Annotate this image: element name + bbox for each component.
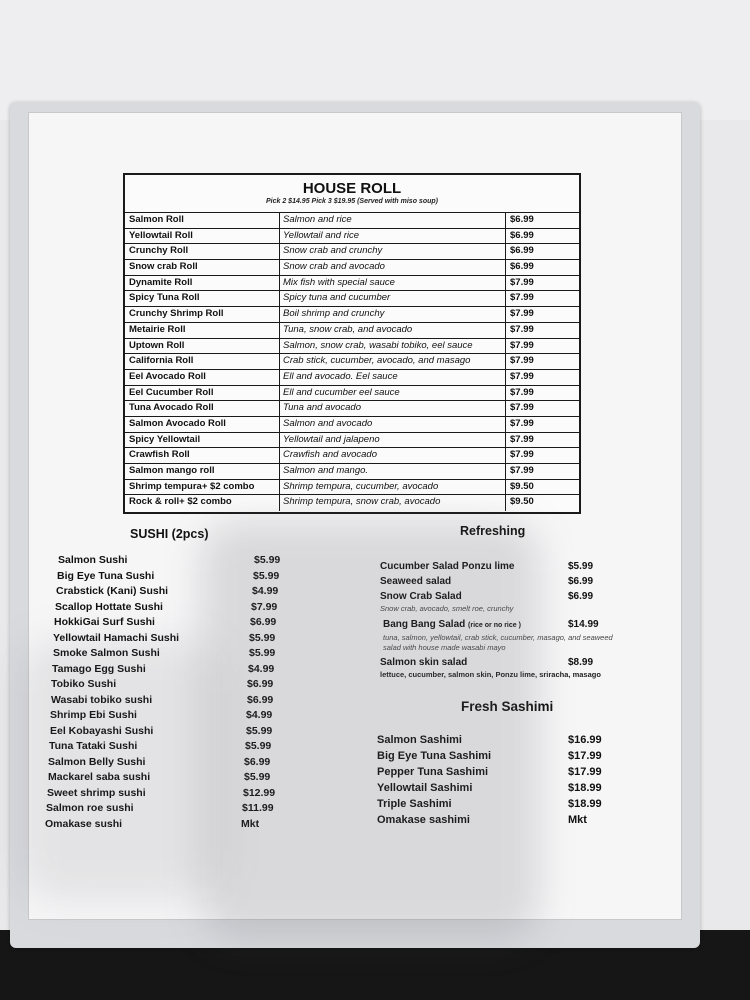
roll-description: Ell and cucumber eel sauce	[280, 386, 506, 401]
table-row	[125, 354, 579, 370]
item-price: $18.99	[568, 782, 602, 794]
refreshing-title: Refreshing	[460, 524, 526, 538]
roll-name: Uptown Roll	[125, 339, 280, 354]
item-tag: (rice or no rice )	[468, 622, 521, 629]
item-price: $16.99	[568, 734, 602, 746]
roll-description: Boil shrimp and crunchy	[280, 307, 506, 322]
item-price: $5.99	[253, 569, 280, 582]
table-row	[125, 339, 579, 355]
roll-name: Tuna Avocado Roll	[125, 401, 280, 416]
roll-description: Salmon and mango.	[280, 464, 506, 479]
item-price: $17.99	[568, 750, 602, 762]
item-price: $5.99	[568, 561, 594, 572]
item-price: $5.99	[254, 554, 281, 566]
sushi-title: SUSHI (2pcs)	[130, 527, 209, 541]
roll-description: Crab stick, cucumber, avocado, and masago	[280, 354, 506, 369]
item-name: Triple Sashimi	[377, 798, 452, 810]
item-name: Big Eye Tuna Sashimi	[377, 750, 492, 762]
roll-name: Salmon Roll	[125, 213, 280, 228]
roll-price: $7.99	[510, 433, 534, 445]
roll-name: Crunchy Shrimp Roll	[125, 307, 280, 322]
item-price: $6.99	[244, 755, 271, 768]
roll-description: Spicy tuna and cucumber	[280, 291, 506, 306]
roll-name: Salmon Avocado Roll	[125, 417, 280, 432]
item-name: Yellowtail Hamachi Sushi	[53, 631, 180, 644]
roll-price: $6.99	[510, 261, 534, 273]
house-roll-rows	[125, 213, 579, 511]
item-price: $7.99	[251, 600, 278, 613]
item-name: Sweet shrimp sushi	[47, 786, 146, 799]
roll-description: Tuna, snow crab, and avocado	[280, 323, 506, 338]
roll-price: $7.99	[510, 323, 534, 335]
item-price: $4.99	[252, 585, 279, 597]
item-name: Tobiko Sushi	[51, 678, 117, 690]
roll-description: Snow crab and avocado	[280, 260, 506, 275]
item-name: Omakase sashimi	[377, 814, 470, 826]
item-price: Mkt	[568, 814, 587, 826]
item-name: Salmon skin salad	[380, 657, 468, 668]
item-name: Big Eye Tuna Sushi	[57, 569, 155, 582]
item-name: Seaweed salad	[380, 576, 452, 587]
house-roll-subtitle: Pick 2 $14.95 Pick 3 $19.95 (Served with miso soup)	[266, 198, 438, 205]
item-price: $6.99	[250, 616, 277, 628]
roll-description: Crawfish and avocado	[280, 448, 506, 463]
roll-name: Shrimp tempura+ $2 combo	[125, 480, 280, 495]
item-name: Shrimp Ebi Sushi	[50, 709, 137, 721]
item-name: Smoke Salmon Sushi	[53, 647, 160, 659]
item-price: $4.99	[246, 709, 273, 721]
item-name: Salmon Belly Sushi	[48, 755, 146, 768]
table-row	[125, 260, 579, 276]
roll-price: $7.99	[510, 465, 534, 476]
house-roll-table	[123, 173, 581, 514]
item-name: Salmon roe sushi	[46, 802, 134, 814]
table-row	[125, 433, 579, 449]
item-price: $6.99	[247, 678, 274, 690]
roll-description: Salmon and rice	[280, 213, 506, 228]
roll-price: $7.99	[510, 370, 534, 382]
roll-price: $7.99	[510, 308, 534, 320]
item-name: Bang Bang Salad	[383, 619, 466, 630]
roll-name: Eel Avocado Roll	[125, 370, 280, 385]
item-price: $5.99	[246, 724, 273, 737]
item-name: Tuna Tataki Sushi	[49, 740, 138, 752]
roll-name: Metairie Roll	[125, 323, 280, 338]
roll-name: Eel Cucumber Roll	[125, 386, 280, 401]
item-name: Crabstick (Kani) Sushi	[56, 585, 169, 597]
item-price: $6.99	[568, 576, 594, 587]
item-price: $5.99	[249, 647, 276, 659]
roll-description: Mix fish with special sauce	[280, 276, 506, 291]
table-row	[125, 276, 579, 292]
table-row	[125, 229, 579, 245]
item-name: Omakase sushi	[45, 817, 123, 830]
roll-name: Crunchy Roll	[125, 244, 280, 259]
item-price: $5.99	[244, 771, 271, 783]
item-price: $5.99	[245, 740, 272, 752]
roll-price: $6.99	[510, 214, 534, 225]
roll-price: $7.99	[510, 402, 534, 414]
item-name: Scallop Hottate Sushi	[55, 600, 163, 613]
roll-price: $7.99	[510, 386, 534, 398]
table-row	[125, 291, 579, 307]
roll-description: Salmon and avocado	[280, 417, 506, 432]
roll-price: $7.99	[510, 355, 534, 367]
roll-price: $6.99	[510, 229, 534, 241]
roll-name: Dynamite Roll	[125, 276, 280, 291]
item-name: Tamago Egg Sushi	[52, 662, 146, 675]
table-row	[125, 401, 579, 417]
sashimi-title: Fresh Sashimi	[461, 699, 554, 714]
roll-description: Shrimp tempura, snow crab, avocado	[280, 495, 506, 511]
roll-price: $7.99	[510, 276, 534, 288]
roll-description: Yellowtail and jalapeno	[280, 433, 506, 448]
item-price: $5.99	[249, 631, 276, 644]
item-price: $8.99	[568, 657, 594, 668]
item-price: Mkt	[241, 817, 260, 830]
item-description: Snow crab, avocado, smelt roe, crunchy	[380, 604, 514, 613]
item-name: Wasabi tobiko sushi	[51, 693, 153, 706]
item-name: Pepper Tuna Sashimi	[377, 766, 489, 778]
roll-description: Ell and avocado. Eel sauce	[280, 370, 506, 385]
table-row	[125, 464, 579, 480]
table-row	[125, 386, 579, 402]
table-row	[125, 417, 579, 433]
item-price: $17.99	[568, 766, 602, 778]
roll-price: $7.99	[510, 417, 534, 429]
item-price: $4.99	[248, 662, 275, 675]
item-price: $6.99	[247, 693, 274, 706]
item-name: Salmon Sashimi	[377, 734, 462, 746]
item-price: $6.99	[568, 591, 594, 602]
item-description: tuna, salmon, yellowtail, crab stick, cucumber, masago, and seaweed salad with house made wasabi mayo	[383, 633, 613, 652]
item-name: Eel Kobayashi Sushi	[50, 724, 154, 737]
roll-name: Yellowtail Roll	[125, 229, 280, 244]
table-row	[125, 448, 579, 464]
roll-name: Snow crab Roll	[125, 260, 280, 275]
shadow-overlay	[200, 520, 540, 940]
roll-price: $6.99	[510, 245, 534, 257]
table-row	[125, 370, 579, 386]
table-row	[125, 213, 579, 229]
roll-description: Yellowtail and rice	[280, 229, 506, 244]
item-price: $18.99	[568, 798, 602, 810]
shadow-overlay	[20, 640, 220, 900]
item-price: $12.99	[243, 786, 276, 799]
table-row	[125, 495, 579, 511]
roll-description: Salmon, snow crab, wasabi tobiko, eel sauce	[280, 339, 506, 354]
table-row	[125, 307, 579, 323]
table-row	[125, 323, 579, 339]
roll-price: $7.99	[510, 449, 534, 461]
house-roll-title: HOUSE ROLL	[302, 180, 402, 197]
roll-price: $9.50	[510, 496, 534, 508]
item-name: Mackarel saba sushi	[48, 771, 151, 783]
roll-name: Rock & roll+ $2 combo	[125, 495, 280, 511]
roll-name: Crawfish Roll	[125, 448, 280, 463]
item-price: $11.99	[242, 802, 274, 814]
roll-name: California Roll	[125, 354, 280, 369]
item-name: HokkiGai Surf Sushi	[54, 616, 155, 628]
item-name: Snow Crab Salad	[380, 591, 462, 602]
item-price: $14.99	[568, 619, 599, 630]
item-name: Salmon Sushi	[58, 554, 128, 566]
house-roll-header	[125, 175, 579, 213]
item-name: Cucumber Salad Ponzu lime	[380, 561, 515, 572]
table-row	[125, 480, 579, 496]
roll-description: Shrimp tempura, cucumber, avocado	[280, 480, 506, 495]
roll-price: $7.99	[510, 339, 534, 351]
roll-name: Spicy Yellowtail	[125, 433, 280, 448]
roll-description: Snow crab and crunchy	[280, 244, 506, 259]
table-row	[125, 244, 579, 260]
roll-name: Spicy Tuna Roll	[125, 291, 280, 306]
roll-price: $7.99	[510, 292, 534, 304]
item-name: Yellowtail Sashimi	[377, 782, 473, 794]
item-description: lettuce, cucumber, salmon skin, Ponzu lime, sriracha, masago	[380, 670, 601, 679]
roll-description: Tuna and avocado	[280, 401, 506, 416]
roll-name: Salmon mango roll	[125, 464, 280, 479]
roll-price: $9.50	[510, 480, 534, 492]
